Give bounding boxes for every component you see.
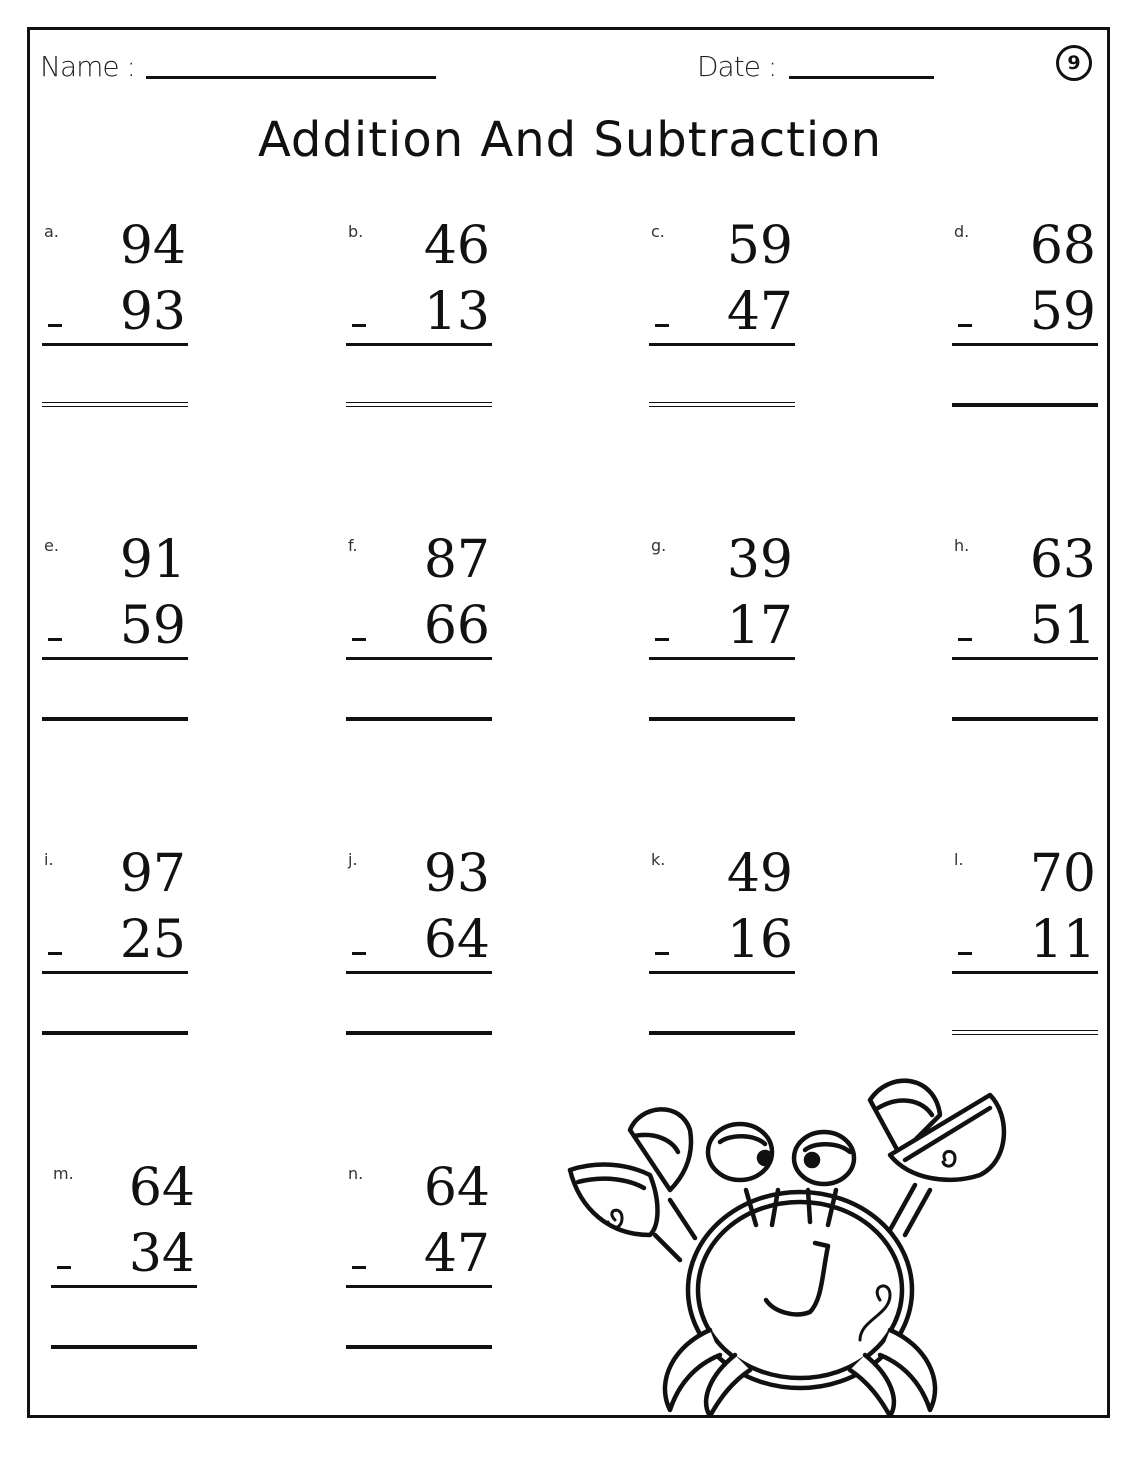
problem-f bbox=[346, 520, 496, 720]
problem-label: f. bbox=[348, 536, 358, 555]
minus-sign bbox=[48, 638, 62, 641]
problem-label: j. bbox=[348, 850, 358, 869]
problem-i bbox=[42, 834, 192, 1034]
problem-a bbox=[42, 206, 192, 406]
problem-rule bbox=[952, 343, 1098, 346]
problem-b bbox=[346, 206, 496, 406]
subtrahend: 17 bbox=[726, 596, 793, 656]
answer-line[interactable] bbox=[42, 1031, 188, 1035]
subtrahend: 59 bbox=[119, 596, 186, 656]
answer-line[interactable] bbox=[952, 403, 1098, 407]
problem-rule bbox=[346, 343, 492, 346]
answer-line[interactable] bbox=[346, 1031, 492, 1035]
minuend: 49 bbox=[726, 844, 793, 904]
subtrahend: 47 bbox=[726, 282, 793, 342]
problem-n bbox=[346, 1148, 496, 1348]
problem-d bbox=[952, 206, 1102, 406]
minuend: 91 bbox=[119, 530, 186, 590]
subtrahend: 64 bbox=[423, 910, 490, 970]
worksheet-title: Addition And Subtraction bbox=[257, 112, 883, 168]
problem-label: c. bbox=[651, 222, 665, 241]
problem-label: d. bbox=[954, 222, 970, 241]
minuend: 87 bbox=[423, 530, 490, 590]
minus-sign bbox=[352, 1266, 366, 1269]
problem-label: a. bbox=[44, 222, 59, 241]
problem-rule bbox=[346, 1285, 492, 1288]
minus-sign bbox=[958, 324, 972, 327]
answer-line[interactable] bbox=[51, 1345, 197, 1349]
minus-sign bbox=[655, 638, 669, 641]
problem-rule bbox=[952, 657, 1098, 660]
minus-sign bbox=[655, 324, 669, 327]
problem-l bbox=[952, 834, 1102, 1034]
minus-sign bbox=[352, 324, 366, 327]
minuend: 64 bbox=[128, 1158, 195, 1218]
problem-k bbox=[649, 834, 799, 1034]
subtrahend: 59 bbox=[1029, 282, 1096, 342]
answer-line[interactable] bbox=[649, 717, 795, 721]
answer-line[interactable] bbox=[346, 717, 492, 721]
problem-label: l. bbox=[954, 850, 964, 869]
problem-g bbox=[649, 520, 799, 720]
subtrahend: 11 bbox=[1029, 910, 1096, 970]
page-number-badge: 9 bbox=[1056, 45, 1092, 81]
problem-rule bbox=[42, 971, 188, 974]
problem-label: h. bbox=[954, 536, 970, 555]
minuend: 39 bbox=[726, 530, 793, 590]
problem-label: m. bbox=[53, 1164, 74, 1183]
subtrahend: 16 bbox=[726, 910, 793, 970]
minus-sign bbox=[57, 1266, 71, 1269]
minus-sign bbox=[655, 952, 669, 955]
minuend: 59 bbox=[726, 216, 793, 276]
minuend: 93 bbox=[423, 844, 490, 904]
crab-icon bbox=[560, 1060, 1020, 1416]
problem-rule bbox=[42, 657, 188, 660]
problem-label: g. bbox=[651, 536, 667, 555]
date-field[interactable] bbox=[789, 76, 934, 79]
problem-rule bbox=[346, 971, 492, 974]
problem-label: b. bbox=[348, 222, 364, 241]
problem-e bbox=[42, 520, 192, 720]
answer-line[interactable] bbox=[649, 1031, 795, 1035]
answer-line[interactable] bbox=[42, 402, 188, 403]
minuend: 46 bbox=[423, 216, 490, 276]
minus-sign bbox=[958, 952, 972, 955]
answer-line[interactable] bbox=[346, 1345, 492, 1349]
minuend: 97 bbox=[119, 844, 186, 904]
name-label: Name : bbox=[40, 50, 135, 83]
minus-sign bbox=[958, 638, 972, 641]
minus-sign bbox=[352, 952, 366, 955]
answer-line[interactable] bbox=[649, 402, 795, 403]
minuend: 94 bbox=[119, 216, 186, 276]
problem-rule bbox=[952, 971, 1098, 974]
problem-m bbox=[51, 1148, 201, 1348]
answer-line[interactable] bbox=[952, 1030, 1098, 1031]
minus-sign bbox=[352, 638, 366, 641]
answer-line[interactable] bbox=[346, 402, 492, 403]
minus-sign bbox=[48, 952, 62, 955]
problem-rule bbox=[51, 1285, 197, 1288]
problem-h bbox=[952, 520, 1102, 720]
problem-rule bbox=[42, 343, 188, 346]
problem-c bbox=[649, 206, 799, 406]
problem-rule bbox=[346, 657, 492, 660]
subtrahend: 47 bbox=[423, 1224, 490, 1284]
problem-label: k. bbox=[651, 850, 666, 869]
subtrahend: 34 bbox=[128, 1224, 195, 1284]
subtrahend: 25 bbox=[119, 910, 186, 970]
minuend: 68 bbox=[1029, 216, 1096, 276]
answer-line[interactable] bbox=[952, 717, 1098, 721]
minus-sign bbox=[48, 324, 62, 327]
problem-label: i. bbox=[44, 850, 54, 869]
subtrahend: 66 bbox=[423, 596, 490, 656]
problem-rule bbox=[649, 971, 795, 974]
minuend: 70 bbox=[1029, 844, 1096, 904]
minuend: 63 bbox=[1029, 530, 1096, 590]
subtrahend: 51 bbox=[1029, 596, 1096, 656]
problem-j bbox=[346, 834, 496, 1034]
minuend: 64 bbox=[423, 1158, 490, 1218]
subtrahend: 93 bbox=[119, 282, 186, 342]
problem-label: e. bbox=[44, 536, 59, 555]
answer-line[interactable] bbox=[42, 717, 188, 721]
problem-label: n. bbox=[348, 1164, 364, 1183]
problem-rule bbox=[649, 657, 795, 660]
subtrahend: 13 bbox=[423, 282, 490, 342]
name-field[interactable] bbox=[146, 76, 436, 79]
problem-rule bbox=[649, 343, 795, 346]
date-label: Date : bbox=[697, 50, 777, 83]
